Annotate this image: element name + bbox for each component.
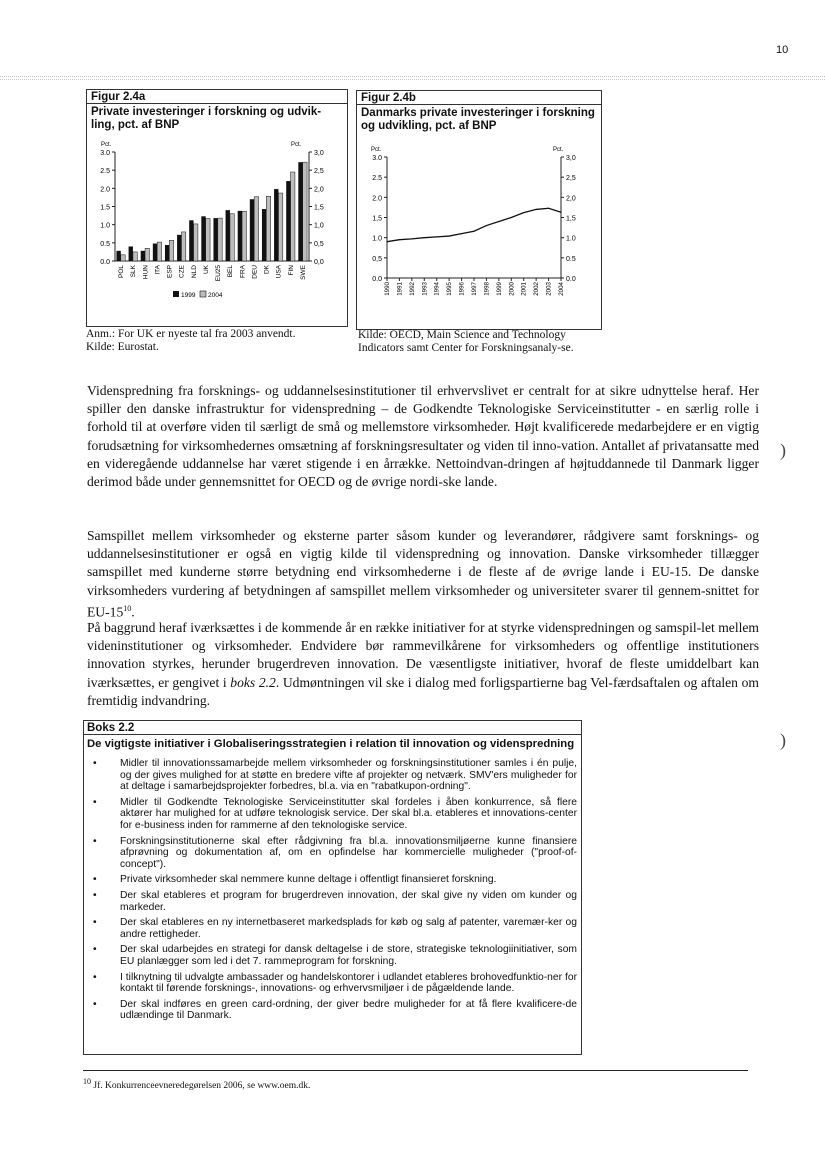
boks-item-text: I tilknytning til udvalgte ambassader og handelskontorer i udlandet etableres brohovedfunktio-ner for kontakt til førende forsknings-, innovations- og erhvervsmiljøer i de pågældende lande. — [120, 971, 577, 995]
x-tick-label: CZE — [178, 265, 186, 278]
bar-1999 — [116, 251, 120, 261]
x-tick-label: DEU — [251, 265, 259, 279]
legend-label-1999: 1999 — [181, 292, 196, 299]
y-axis-label-right: Pct. — [291, 142, 302, 148]
series-line-danmark — [387, 208, 561, 241]
figure-label: Figur 2.4a — [87, 90, 347, 104]
x-tick-label: 2000 — [508, 282, 516, 296]
figure-2-4b — [356, 90, 602, 330]
data-point — [486, 225, 487, 226]
bar-1999 — [298, 162, 302, 261]
y-tick-label-left: 0.5 — [100, 240, 110, 248]
y-tick-label-left: 3.0 — [100, 150, 110, 157]
page-number: 10 — [776, 44, 789, 56]
footnote-number: 10 — [83, 1077, 91, 1086]
x-tick-label: 1995 — [446, 282, 454, 296]
x-tick-label: 1990 — [384, 282, 391, 296]
bullet-icon: • — [93, 889, 97, 901]
y-tick-label-right: 3,0 — [566, 155, 576, 162]
bar-1999 — [153, 244, 157, 261]
y-tick-label-left: 0.0 — [100, 259, 110, 266]
x-tick-label: 1997 — [471, 282, 478, 296]
x-tick-label: FIN — [287, 265, 295, 276]
y-tick-label-left: 0,5 — [372, 255, 382, 263]
legend-swatch-1999 — [173, 291, 179, 297]
y-axis-label-left: Pct. — [371, 147, 382, 153]
data-point — [498, 221, 499, 222]
x-tick-label: HUN — [142, 265, 150, 280]
data-point — [436, 236, 437, 237]
bar-1999 — [129, 246, 133, 261]
y-tick-label-left: 1,5 — [372, 215, 382, 223]
legend-label-2004: 2004 — [208, 292, 223, 299]
x-tick-label: USA — [275, 265, 283, 279]
x-tick-label: 2004 — [558, 282, 565, 296]
paragraph-3-end: . Udmøntningen vil ske i dialog med forligspartierne bag Vel-færdsaftalen og aftalen om fremtidig indvandring. — [87, 674, 759, 708]
boks-list-item — [84, 917, 577, 940]
boks-item-text: Der skal etableres et program for brugerdreven innovation, der skal give ny viden om kunder og markeder. — [120, 889, 577, 913]
y-axis-label-left: Pct. — [101, 142, 112, 148]
y-tick-label-right: 1,5 — [566, 215, 576, 223]
y-tick-label-left: 2.0 — [372, 195, 382, 203]
data-point — [399, 239, 400, 240]
y-tick-label-left: 1.0 — [372, 235, 382, 243]
footnote-text: Jf. Konkurrenceevneredegørelsen 2006, se www.oem.dk. — [91, 1081, 311, 1092]
x-tick-label: ESP — [166, 265, 174, 279]
boks-item-text: Midler til Godkendte Teknologiske Serviceinstitutter skal fordeles i åben konkurrence, så flere aktører har mulighed for at udføre teknologisk service. Der skal bl.a. etableres et innovations-center for e-business inden for rammerne af den teknologiske service. — [120, 796, 577, 831]
y-tick-label-left: 3.0 — [372, 155, 382, 162]
x-tick-label: SLK — [130, 265, 138, 278]
boks-list-item — [84, 972, 577, 995]
figure-subtitle: Danmarks private investeringer i forskning og udvikling, pct. af BNP — [361, 107, 595, 132]
line-chart — [357, 133, 601, 329]
data-point — [449, 235, 450, 236]
bar-1999 — [286, 181, 290, 261]
margin-mark: ) — [780, 730, 786, 750]
figure-b-source: Kilde: OECD, Main Science and Technology Indicators samt Center for Forskningsanaly-se. — [358, 329, 574, 354]
y-tick-label-right: 3,0 — [314, 150, 324, 157]
y-tick-label-right: 2,5 — [566, 175, 576, 183]
bar-1999 — [189, 220, 193, 261]
figure-a-note — [86, 328, 356, 354]
paragraph-3 — [87, 619, 759, 710]
bar-2004 — [194, 224, 198, 261]
y-tick-label-right: 0.0 — [566, 276, 576, 283]
bar-2004 — [145, 248, 149, 261]
x-tick-label: EU25 — [215, 265, 223, 282]
boks-item-text: Der skal udarbejdes en strategi for dansk deltagelse i de store, strategiske teknologiinitiativer, som EU planlægger som led i det 7. rammeprogram for forskning. — [120, 944, 577, 967]
margin-mark: ) — [780, 440, 786, 460]
boks-item-text: Forskningsinstitutionerne skal efter rådgivning fra bl.a. innovationsmiljøerne kunne finansiere afprøvning og dokumentation af, om en opfindelse har kommercielle muligheder ("proof-of-concept"). — [120, 835, 577, 870]
bar-2004 — [278, 193, 282, 261]
figure-a-source: Kilde: Eurostat. — [86, 341, 159, 353]
header-rule-secondary — [0, 79, 825, 80]
y-tick-label-right: 0,0 — [314, 259, 324, 266]
boks-list — [84, 758, 581, 1022]
boks-label: Boks 2.2 — [84, 721, 581, 735]
paragraph-1: Videnspredning fra forsknings- og uddannelsesinstitutioner til erhvervslivet er centralt for at sikre udnyttelse heraf. Her spiller den danske infrastruktur for videnspredning – de Godkendte Teknologiske Serviceinstitutter - en særlig rolle i forhold til at overføre viden til særligt de små og mellemstore virksomheder. Højt kvalificerede medarbejdere er en vigtig forudsætning for virksomhedernes omsætning af forskningsresultater og viden til inno-vation. Antallet af privatansatte med en videregående uddannelse har været stigende i en årrække. Nettoindvan-dringen af højtuddannede til Danmark ligger derimod både under gennemsnittet for OECD og de øvrige nordi-ske lande. — [87, 383, 759, 490]
boks-list-item — [84, 874, 577, 886]
boks-list-item — [84, 758, 577, 793]
bar-2004 — [121, 255, 125, 261]
bar-2004 — [242, 211, 246, 261]
x-tick-label: 1996 — [458, 282, 466, 296]
boks-list-item — [84, 797, 577, 832]
bullet-icon: • — [93, 944, 97, 956]
x-tick-label: NLD — [190, 265, 198, 279]
bar-2004 — [133, 252, 137, 261]
x-tick-label: BEL — [227, 265, 235, 278]
x-tick-label: ITA — [154, 265, 162, 275]
x-tick-label: POL — [118, 265, 126, 279]
bar-1999 — [238, 211, 242, 261]
boks-item-text: Private virksomheder skal nemmere kunne deltage i offentligt finansieret forskning. — [120, 874, 497, 886]
x-tick-label: SWE — [299, 265, 307, 280]
x-tick-label: FRA — [239, 265, 247, 278]
header-rule — [0, 76, 825, 77]
footnote — [83, 1077, 310, 1091]
y-tick-label-left: 0.0 — [372, 276, 382, 283]
bar-2004 — [157, 242, 161, 261]
bar-1999 — [274, 189, 278, 261]
boks-2-2 — [83, 720, 582, 1055]
bar-2004 — [206, 218, 210, 261]
boks-item-text: Der skal etableres en ny internetbaseret markedsplads for køb og salg af patenter, varemær-ker og andre rettigheder. — [120, 917, 577, 940]
y-tick-label-right: 0.5 — [566, 255, 576, 263]
bar-1999 — [250, 199, 254, 261]
x-tick-label: UK — [202, 265, 210, 275]
legend-swatch-2004 — [200, 291, 206, 297]
figure-a-annotation: Anm.: For UK er nyeste tal fra 2003 anvendt. — [86, 328, 296, 340]
x-tick-label: 1991 — [396, 282, 404, 296]
boks-list-item — [84, 944, 577, 967]
bar-2004 — [230, 214, 234, 261]
bullet-icon: • — [93, 796, 97, 808]
data-point — [424, 237, 425, 238]
y-tick-label-right: 1,0 — [314, 222, 324, 230]
paragraph-2-end: . — [131, 604, 135, 620]
paragraph-2-text: Samspillet mellem virksomheder og eksterne parter såsom kunder og leverandører, rådgivere samt forsknings- og uddannelsesinstitutioner er også en vigtig kilde til videnspredning og innovation. Danske virksomheder tillægger samspillet med kunderne større betydning end virksomhederne i de fleste af de øvrige lande i EU-15. De danske virksomheders vurdering af betydningen af samspillet mellem virksomheder og universiteter svarer til gennem-snittet for EU-15 — [87, 528, 759, 620]
y-tick-label-right: 1.0 — [566, 235, 576, 243]
boks-list-item — [84, 999, 577, 1022]
x-tick-label: 2002 — [533, 282, 541, 296]
x-tick-label: DK — [263, 265, 271, 275]
bullet-icon: • — [93, 971, 97, 983]
bar-1999 — [177, 235, 181, 261]
figure-subtitle: Private investeringer i forskning og udvik-ling, pct. af BNP — [91, 106, 322, 131]
paragraph-3-text: På baggrund heraf iværksættes i de kommende år en række initiativer for at styrke videnspredningen og samspil-let mellem videninstitutioner og virksomheder. Endvidere bør rammevilkårene for virksomheders og offentlige institutioners innovation styrkes, herunder brugerdreven innovation. De væsentligste initiativer, hvoraf de fleste umiddelbart kan iværksættes, er gengivet i — [87, 620, 759, 690]
footnote-ref[interactable]: 10 — [123, 603, 132, 613]
bar-1999 — [141, 251, 145, 261]
bullet-icon: • — [93, 835, 97, 847]
y-tick-label-right: 0,5 — [314, 240, 324, 248]
data-point — [536, 209, 537, 210]
bar-2004 — [291, 172, 295, 261]
data-point — [473, 231, 474, 232]
bar-1999 — [262, 209, 266, 261]
x-tick-label: 1993 — [421, 282, 429, 296]
boks-item-text: Midler til innovationssamarbejde mellem virksomheder og forskningsinstitutioner samles i én pulje, og der gives mulighed for at støtte en bredere vifte af projekter og netværk. SMV'ers muligheder for at deltage i samarbejdsprojekter forbedres, bl.a. via en "rabatkupon-ordning". — [120, 758, 577, 793]
x-tick-label: 1999 — [495, 282, 503, 296]
bar-2004 — [266, 196, 270, 261]
bar-2004 — [181, 232, 185, 261]
bar-1999 — [165, 245, 169, 261]
y-tick-label-right: 1,5 — [314, 204, 324, 212]
data-point — [411, 238, 412, 239]
paragraph-2 — [87, 527, 759, 622]
boks-list-item — [84, 890, 577, 913]
bullet-icon: • — [93, 998, 97, 1010]
y-tick-label-right: 2,0 — [314, 186, 324, 194]
footnote-rule — [83, 1070, 748, 1071]
bar-2004 — [218, 218, 222, 261]
bar-2004 — [303, 162, 307, 261]
bar-1999 — [201, 216, 205, 261]
y-axis-label-right: Pct. — [553, 147, 564, 153]
bullet-icon: • — [93, 917, 97, 929]
bullet-icon: • — [93, 874, 97, 886]
y-tick-label-left: 1.0 — [100, 222, 110, 230]
x-tick-label: 1998 — [483, 282, 491, 296]
x-tick-label: 1994 — [433, 282, 441, 296]
bar-2004 — [169, 240, 173, 261]
figure-label: Figur 2.4b — [357, 91, 601, 105]
bar-2004 — [254, 197, 258, 261]
boks-title: De vigtigste initiativer i Globaliseringsstrategien i relation til innovation og videnspredning — [87, 738, 575, 750]
bar-chart — [87, 130, 347, 326]
boks-list-item — [84, 836, 577, 871]
data-point — [548, 208, 549, 209]
data-point — [461, 233, 462, 234]
boks-item-text: Der skal indføres en green card-ordning, der giver bedre muligheder for at få flere kvalificere-de udlændinge til Danmark. — [120, 998, 577, 1022]
bullet-icon: • — [93, 758, 97, 769]
boks-reference: boks 2.2 — [230, 674, 276, 690]
data-point — [523, 212, 524, 213]
y-tick-label-right: 2,5 — [314, 168, 324, 176]
y-tick-label-left: 2.5 — [100, 168, 110, 176]
y-tick-label-left: 2.0 — [100, 186, 110, 194]
y-tick-label-left: 2.5 — [372, 175, 382, 183]
data-point — [386, 241, 387, 242]
y-tick-label-left: 1.5 — [100, 204, 110, 212]
data-point — [511, 217, 512, 218]
data-point — [560, 212, 561, 213]
y-tick-label-right: 2,0 — [566, 195, 576, 203]
x-tick-label: 2001 — [520, 282, 528, 296]
x-tick-label: 1992 — [408, 282, 416, 296]
x-tick-label: 2003 — [545, 282, 553, 296]
figure-2-4a — [86, 89, 348, 327]
bar-1999 — [226, 210, 230, 261]
bar-1999 — [213, 218, 217, 261]
